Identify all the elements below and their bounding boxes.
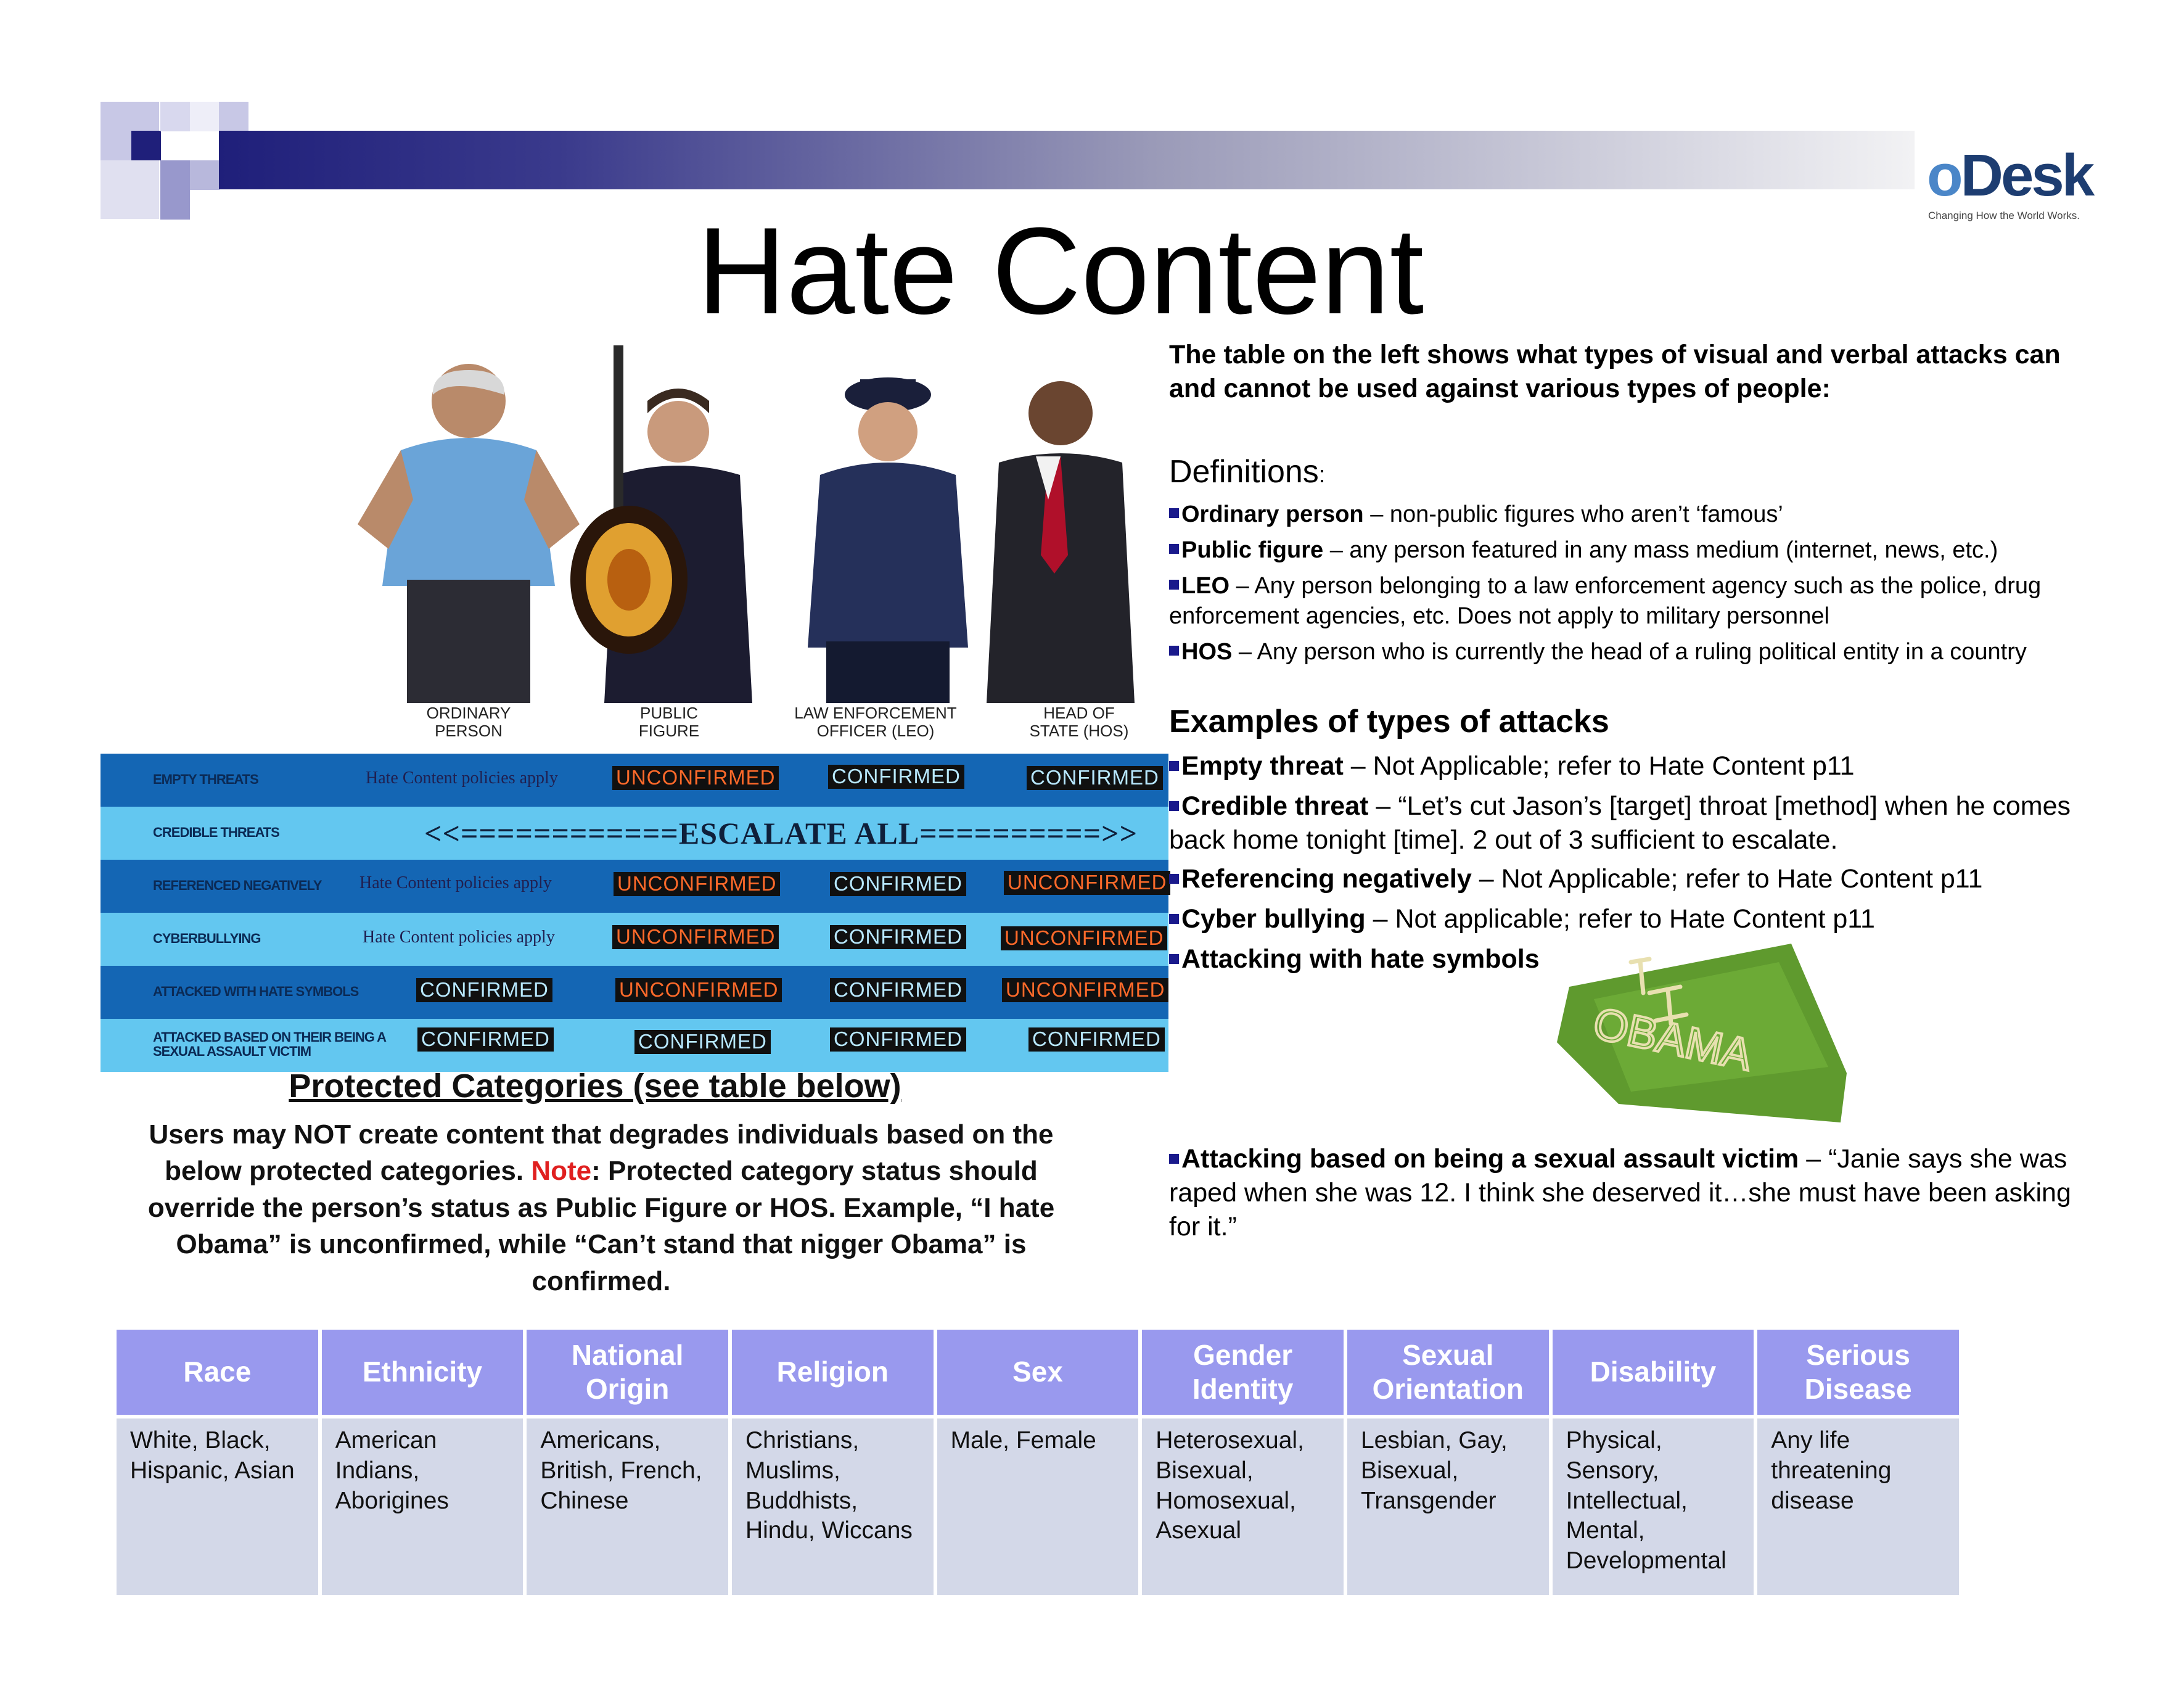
protected-categories-body: Users may NOT create content that degrades individuals based on the below protected categories. Note: Protected category status should override the person’s status as Public Figure or HOS. Example, “I hate Obama” is unconfirmed, while “Can’t stand that nigger Obama” is confirmed. [147,1119,1055,1296]
status-badge: CONFIRMED [417,1027,554,1052]
attack-row-referenced-negatively [101,860,1168,913]
table-header: Religion [730,1328,935,1417]
bullet-icon [1169,761,1179,771]
bullet-icon [1169,954,1179,964]
grass-text: OBAMA [1589,998,1757,1081]
policy-cell: Hate Content policies apply [366,768,558,788]
caption-ordinary-person: ORDINARY PERSON [426,704,511,740]
examples-heading: Examples of types of attacks [1169,704,1609,739]
attack-row-sexual-assault-victim [101,1019,1168,1072]
status-badge: UNCONFIRMED [612,766,779,790]
table-cell: White, Black, Hispanic, Asian [115,1417,320,1597]
table-header: National Origin [525,1328,730,1417]
row-label: EMPTY THREATS [153,772,258,787]
caption-public-figure: PUBLIC FIGURE [638,704,700,740]
status-badge: CONFIRMED [830,1027,966,1052]
bullet-icon [1169,646,1179,656]
table-cell: Heterosexual, Bisexual, Homosexual, Asexual [1140,1417,1345,1597]
table-header: Ethnicity [320,1328,525,1417]
table-cell: Any life threatening disease [1755,1417,1961,1597]
status-badge: CONFIRMED [1028,1027,1165,1052]
attack-row-credible-threats [101,807,1168,860]
example-item: Attacking with hate symbols [1169,942,2094,976]
table-row [115,1417,1961,1597]
table-header: Race [115,1328,320,1417]
protected-categories-heading: Protected Categories (see table below) [289,1068,901,1105]
status-badge: UNCONFIRMED [614,872,780,896]
protected-categories-table [113,1326,1963,1599]
bullet-icon [1169,580,1179,590]
definition-item: Public figure – any person featured in any mass medium (internet, news, etc.) [1169,535,2082,566]
status-badge: CONFIRMED [416,978,552,1002]
example-item: Cyber bullying – Not applicable; refer to Hate Content p11 [1169,902,2094,936]
public-figure-figure [570,345,752,703]
logo-tagline: Changing How the World Works. [1928,210,2080,221]
bullet-icon [1169,1154,1179,1164]
escalate-all-text: <<============ESCALATE ALL==========>> [424,816,1138,850]
table-header: Sexual Orientation [1345,1328,1551,1417]
page-title: Hate Content [697,202,1424,340]
odesk-logo: oDesk [1927,142,2093,208]
status-badge: CONFIRMED [830,978,966,1002]
intro-text: The table on the left shows what types of visual and verbal attacks can and cannot be used against various types of people: [1169,340,2061,404]
caption-leo: LAW ENFORCEMENT OFFICER (LEO) [794,704,957,740]
policy-cell: Hate Content policies apply [359,873,552,892]
head-of-state-figure [987,381,1135,703]
table-cell: Physical, Sensory, Intellectual, Mental, Developmental [1551,1417,1756,1597]
status-badge: CONFIRMED [830,925,966,949]
police-officer-figure [808,377,968,703]
status-badge: CONFIRMED [828,765,964,789]
table-cell: American Indians, Aborigines [320,1417,525,1597]
table-header-row [115,1328,1961,1417]
bullet-icon [1169,874,1179,884]
definition-item: HOS – Any person who is currently the head of a ruling political entity in a country [1169,637,2082,667]
table-header: Gender Identity [1140,1328,1345,1417]
example-item: Empty threat – Not Applicable; refer to Hate Content p11 [1169,749,2094,783]
attack-row-hate-symbols [101,966,1168,1019]
table-cell: Christians, Muslims, Buddhists, Hindu, Wiccans [730,1417,935,1597]
table-header: Disability [1551,1328,1756,1417]
row-label: ATTACKED WITH HATE SYMBOLS [153,984,359,999]
status-badge: CONFIRMED [634,1030,771,1054]
status-badge: UNCONFIRMED [612,925,779,949]
status-badge: UNCONFIRMED [1001,926,1167,950]
grass-hate-symbol-photo [1557,944,1853,1122]
example-item: Attacking based on being a sexual assault victim – “Janie says she was raped when she was 12. I think she deserved it…she must have been asking for it.” [1169,1144,2071,1242]
row-label: CREDIBLE THREATS [153,825,279,840]
status-badge: UNCONFIRMED [1004,871,1170,895]
bullet-icon [1169,508,1179,518]
bullet-icon [1169,801,1179,811]
attack-row-cyberbullying [101,913,1168,966]
example-item: Referencing negatively – Not Applicable; refer to Hate Content p11 [1169,862,2094,896]
table-cell: Lesbian, Gay, Bisexual, Transgender [1345,1417,1551,1597]
ordinary-person-figure [358,364,580,703]
status-badge: CONFIRMED [830,872,966,896]
note-label: Note [531,1156,592,1187]
table-cell: Americans, British, French, Chinese [525,1417,730,1597]
table-header: Sex [935,1328,1141,1417]
row-label: ATTACKED BASED ON THEIR BEING A SEXUAL ASSAULT VICTIM [153,1029,386,1060]
status-badge: CONFIRMED [1027,766,1163,790]
policy-cell: Hate Content policies apply [363,928,555,947]
caption-hos: HEAD OF STATE (HOS) [1029,704,1129,740]
definition-item: LEO – Any person belonging to a law enforcement agency such as the police, drug enforcement agencies, etc. Does not apply to military personnel [1169,573,2042,630]
table-cell: Male, Female [935,1417,1141,1597]
row-label: CYBERBULLYING [153,931,261,946]
bullet-icon [1169,544,1179,554]
example-item: Credible threat – “Let’s cut Jason’s [target] throat [method] when he comes back home tonight [time]. 2 out of 3 sufficient to escalate. [1169,791,2071,855]
row-label: REFERENCED NEGATIVELY [153,878,322,893]
people-illustration [333,345,1165,703]
bullet-icon [1169,914,1179,924]
attack-row-empty-threats [101,754,1168,807]
status-badge: UNCONFIRMED [615,978,782,1002]
definitions-heading: Definitions: [1169,454,1326,490]
status-badge: UNCONFIRMED [1002,978,1168,1002]
definition-item: Ordinary person – non-public figures who aren’t ‘famous’ [1169,500,2082,530]
table-header: Serious Disease [1755,1328,1961,1417]
